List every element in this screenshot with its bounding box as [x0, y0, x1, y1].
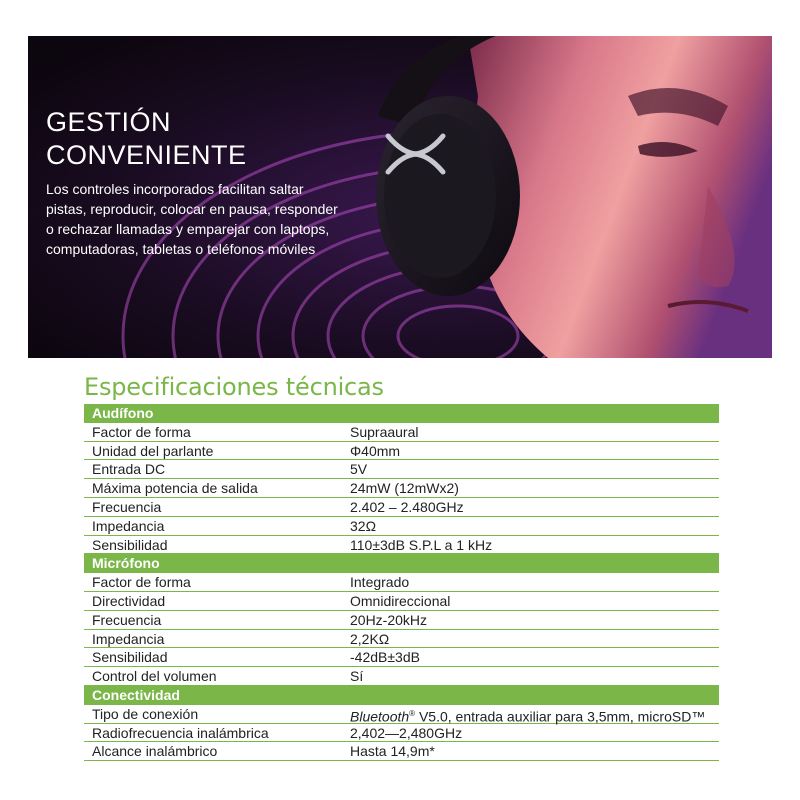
spec-label: Sensibilidad: [92, 649, 168, 666]
spec-label: Alcance inalámbrico: [92, 743, 218, 760]
spec-value: 2,2KΩ: [350, 630, 390, 647]
table-row: [84, 423, 719, 442]
spec-label: Factor de forma: [92, 423, 191, 440]
spec-value: Omnidireccional: [350, 592, 451, 609]
spec-label: Entrada DC: [92, 461, 166, 478]
table-row: [84, 517, 719, 536]
spec-label: Factor de forma: [92, 574, 191, 591]
spec-label: Unidad del parlante: [92, 442, 214, 459]
spec-label: Control del volumen: [92, 668, 217, 685]
specs-table: [84, 404, 719, 761]
spec-value: 5V: [350, 461, 368, 478]
table-row: [84, 460, 719, 479]
spec-value: 20Hz-20kHz: [350, 611, 428, 628]
banner-description: Los controles incorporados facilitan saltar pistas, reproducir, colocar en pausa, responder o rechazar llamadas y emparejar con laptops, computadoras, tabletas o teléfonos móviles: [46, 181, 338, 257]
table-row: [84, 573, 719, 592]
hero-banner: [28, 36, 772, 358]
spec-label: Frecuencia: [92, 498, 162, 515]
spec-label: Directividad: [92, 592, 166, 609]
table-row: [84, 648, 719, 667]
table-row: [84, 442, 719, 461]
banner-title: GESTIÓN CONVENIENTE: [46, 107, 247, 170]
spec-value: Hasta 14,9m*: [350, 743, 435, 760]
spec-label: Sensibilidad: [92, 536, 168, 553]
spec-value: 110±3dB S.P.L a 1 kHz: [350, 536, 493, 553]
spec-value: 2,402—2,480GHz: [350, 724, 463, 741]
section-header-conectividad: Conectividad: [84, 686, 719, 705]
spec-value: Sí: [350, 668, 364, 685]
spec-label: Tipo de conexión: [92, 705, 199, 722]
spec-value: [350, 705, 705, 726]
spec-value: Supraaural: [350, 423, 419, 440]
spec-value: -42dB±3dB: [350, 649, 420, 666]
table-row: [84, 592, 719, 611]
spec-value: 2.402 – 2.480GHz: [350, 498, 464, 515]
table-row: [84, 611, 719, 630]
spec-label: Impedancia: [92, 517, 165, 534]
spec-value: 32Ω: [350, 517, 377, 534]
spec-value-rest: V5.0, entrada auxiliar para 3,5mm, microSD™: [415, 708, 706, 725]
table-row: [84, 705, 719, 724]
spec-value-sup: ®: [409, 708, 416, 718]
spec-value-italic: Bluetooth: [350, 708, 410, 725]
table-row: [84, 667, 719, 686]
table-row: [84, 630, 719, 649]
section-header-audifono: Audífono: [84, 404, 719, 423]
table-row: [84, 498, 719, 517]
spec-label: Radiofrecuencia inalámbrica: [92, 724, 269, 741]
specs-title: Especificaciones técnicas: [84, 373, 384, 401]
spec-value: Φ40mm: [350, 442, 401, 459]
spec-label: Impedancia: [92, 630, 165, 647]
table-row: [84, 742, 719, 761]
spec-value: 24mW (12mWx2): [350, 480, 459, 497]
spec-label: Frecuencia: [92, 611, 162, 628]
table-row: [84, 479, 719, 498]
section-header-microfono: Micrófono: [84, 554, 719, 573]
table-row: [84, 536, 719, 555]
table-row: [84, 724, 719, 743]
spec-value: Integrado: [350, 574, 410, 591]
spec-label: Máxima potencia de salida: [92, 480, 258, 497]
